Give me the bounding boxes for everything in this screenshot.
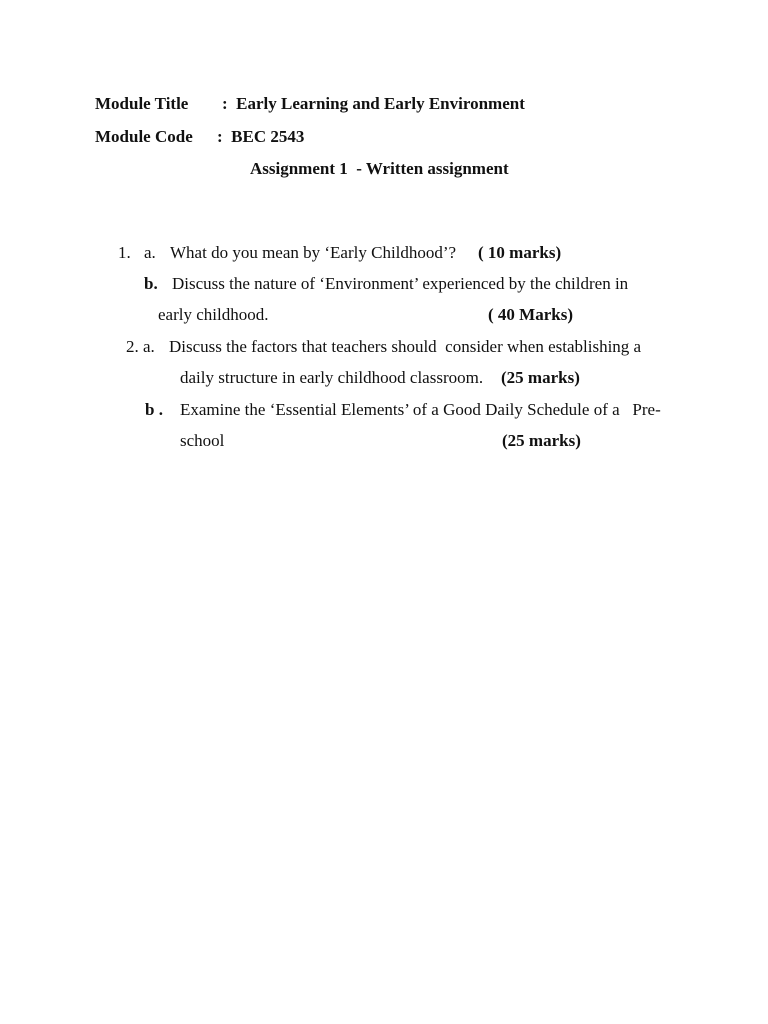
- question-2a-text-line1: Discuss the factors that teachers should consider when establishing a: [169, 337, 642, 356]
- module-code-value: : BEC 2543: [217, 127, 305, 146]
- question-2b-marks: (25 marks): [502, 431, 581, 450]
- question-1a-label: a.: [144, 243, 156, 262]
- question-1a-text: What do you mean by ‘Early Childhood’?: [170, 243, 457, 262]
- question-2a-label: 2. a.: [126, 337, 155, 356]
- question-2a-text-line2: daily structure in early childhood classroom.: [180, 368, 484, 387]
- question-2b-label: b .: [145, 400, 163, 419]
- question-2b-text-line2: school: [180, 431, 225, 450]
- question-1b-marks: ( 40 Marks): [488, 305, 573, 324]
- question-2a-marks: (25 marks): [501, 368, 580, 387]
- question-1a-marks: ( 10 marks): [478, 243, 562, 262]
- module-code-label: Module Code: [95, 127, 193, 146]
- assignment-title: Assignment 1 - Written assignment: [250, 159, 509, 178]
- question-1b-text-line2: early childhood.: [158, 305, 269, 324]
- question-1-number: 1.: [118, 243, 131, 262]
- module-title-label: Module Title: [95, 94, 189, 113]
- question-1b-label: b.: [144, 274, 158, 293]
- question-2b-text-line1: Examine the ‘Essential Elements’ of a Good Daily Schedule of a Pre-: [180, 400, 661, 419]
- module-title-value: : Early Learning and Early Environment: [222, 94, 525, 113]
- question-1b-text-line1: Discuss the nature of ‘Environment’ experienced by the children in: [172, 274, 629, 293]
